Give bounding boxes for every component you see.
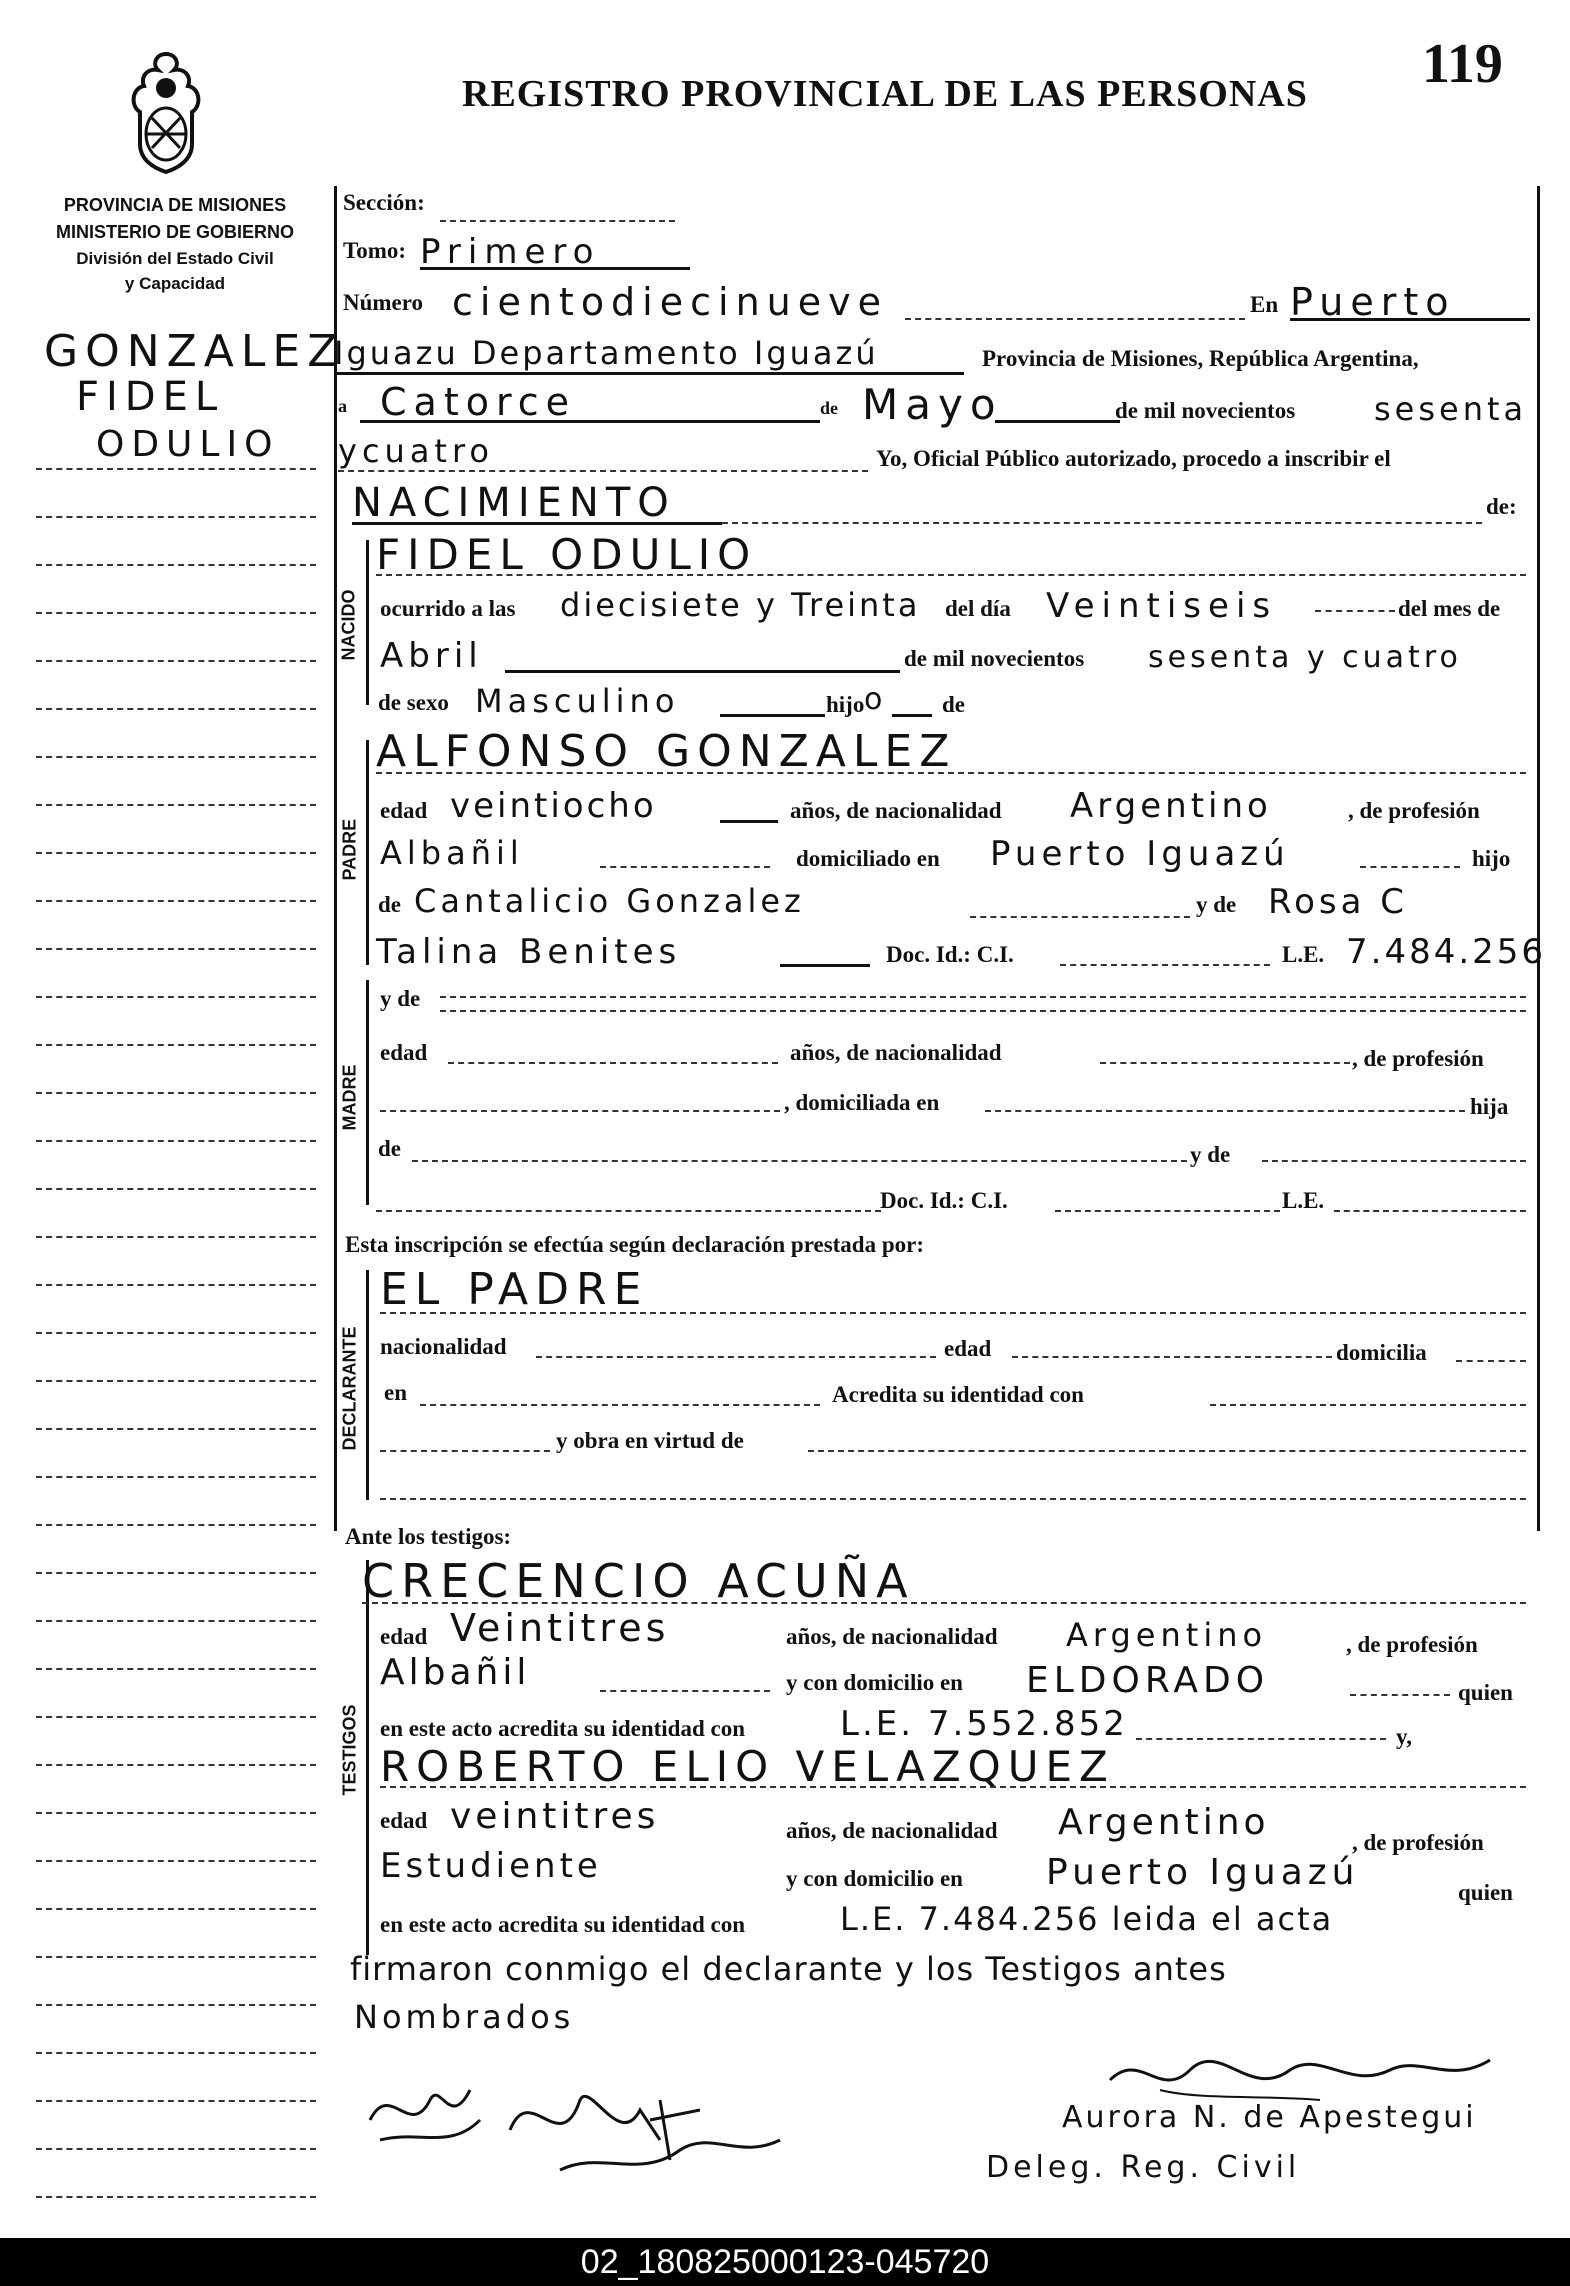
oficial-cargo: Deleg. Reg. Civil [986,2150,1301,2185]
tomo-label: Tomo: [343,238,407,263]
margin-rule [36,2004,316,2006]
margin-rule [36,996,316,998]
margin-second-name: ODULIO [96,424,280,465]
t2-doc-value: L.E. 7.484.256 leida el acta [840,1900,1334,1938]
margin-rule [36,1332,316,1334]
margin-rule [36,1092,316,1094]
edad-label: edad [380,798,428,823]
padre-edad-value: veintiocho [450,786,657,826]
margin-rule [36,516,316,518]
sexo-value: Masculino [475,682,680,720]
mil-novecientos-label: de mil novecientos [1115,398,1296,423]
margin-first-name: FIDEL [76,374,225,420]
margin-rule [36,804,316,806]
del-mes-label: del mes de [1398,596,1501,621]
y-de3-label: y de [1190,1142,1231,1167]
declarante-signature [360,2040,800,2190]
numero-label: Número [343,290,424,315]
madre-bracket [366,980,377,1205]
seccion-label: Sección: [343,190,425,215]
nombre-line [376,574,1526,576]
margin-rule [36,756,316,758]
margin-rule [36,1380,316,1382]
de-label: de [820,398,838,418]
y-de2-label: y de [380,986,421,1011]
edad5-label: edad [380,1808,428,1833]
madre-ci-line [1055,1210,1280,1212]
t2-prof-value: Estudiente [380,1846,602,1886]
margin-rule [36,1764,316,1766]
nombre-value: FIDEL ODULIO [376,530,758,579]
padre-dom-value: Puerto Iguazú [990,834,1290,874]
madre-doc-line [376,1210,881,1212]
mes-nac-line [505,670,900,673]
margin-rule [36,660,316,662]
quien2-label: quien [1458,1880,1513,1905]
de3-label: de [378,892,401,917]
margin-rule [36,1044,316,1046]
margin-rule [36,852,316,854]
padre-line [376,772,1526,774]
margin-rule [36,1476,316,1478]
sexo-line [720,714,825,717]
numero-value: cientodiecinueve [452,280,888,324]
declarante-line [380,1312,1526,1314]
anio1-value: sesenta [1374,390,1528,428]
authority-line-3: División del Estado Civil [76,249,274,268]
de-profesion3-label: , de profesión [1352,1046,1484,1071]
margin-rule [36,708,316,710]
en-label: En [1250,292,1279,317]
decl-nac-line [536,1356,936,1358]
acredita-label: Acredita su identidad con [832,1382,1084,1407]
decl-dom-line [1456,1360,1526,1362]
tomo-value: Primero [420,232,601,272]
lugar-line [334,372,964,375]
mes-nac-value: Abril [380,636,483,676]
t1-doc-value: L.E. 7.552.852 [840,1704,1128,1744]
dia-nac-line [1315,610,1395,612]
acto-line-2 [722,522,1482,524]
margin-rule [36,612,316,614]
madre-line-1a [440,996,1526,998]
de-profesion-label: , de profesión [1348,798,1480,823]
coat-of-arms-icon [118,48,214,176]
madre-line-1b [440,1010,1526,1012]
provincia-label: Provincia de Misiones, República Argentina, [982,346,1419,371]
madre-madre-line [1262,1160,1526,1162]
cierre-line-1: firmaron conmigo el declarante y los Testigos antes [350,1950,1227,1988]
padre-prof-line [600,866,770,868]
de-profesion5-label: , de profesión [1352,1830,1484,1855]
madre-label: MADRE [339,1064,360,1131]
margin-rule [36,1956,316,1958]
margin-rule [36,1860,316,1862]
decl-en-line [420,1404,820,1406]
tomo-line [420,267,690,270]
obra-label: y obra en virtud de [556,1428,744,1453]
margin-rule [36,1572,316,1574]
padre-edad-line [720,820,778,823]
en-value: Puerto [1290,280,1456,324]
declaracion-label: Esta inscripción se efectúa según declaración prestada por: [345,1232,925,1257]
decl-obra-line-b [808,1450,1526,1452]
edad3-label: edad [944,1336,992,1361]
t1-dom-value: ELDORADO [1026,1660,1270,1701]
margin-rule [36,1188,316,1190]
testigo2-line [380,1786,1526,1788]
decl-acredita-line [1210,1404,1526,1406]
decl-extra-line [380,1498,1526,1500]
madre-dom-line [985,1110,1465,1112]
con-domicilio-label: y con domicilio en [786,1670,963,1695]
file-id-footer: 02_180825000123-045720 [0,2238,1570,2286]
t1-dom-line [1350,1694,1450,1696]
edad4-label: edad [380,1624,428,1649]
declarante-bracket [366,1270,377,1500]
doc-id-label: Doc. Id.: C.I. [886,942,1014,967]
margin-rule [36,1524,316,1526]
margin-rule [36,1236,316,1238]
margin-rule [36,2196,316,2198]
t1-prof-value: Albañil [380,1652,531,1693]
t2-dom-value: Puerto Iguazú [1046,1852,1360,1893]
numero-line [905,318,1245,320]
anos-nac3-label: años, de nacionalidad [786,1624,998,1649]
testigos-label: TESTIGOS [339,1704,360,1796]
padre-label: PADRE [339,818,360,881]
declarante-value: EL PADRE [380,1264,649,1315]
margin-rule [36,2148,316,2150]
acredita-acto2-label: en este acto acredita su identidad con [380,1912,746,1937]
decl-edad-line [1012,1356,1332,1358]
authority-line-1: PROVINCIA DE MISIONES [63,195,287,215]
margin-rule [36,1908,316,1910]
margin-rule [36,1428,316,1430]
anio2-line [338,470,868,472]
padre-le-value: 7.484.256 [1346,932,1547,972]
testigo1-value: CRECENCIO ACUÑA [362,1554,915,1608]
de-mil-nov-label: de mil novecientos [904,646,1085,671]
del-dia-label: del día [945,596,1011,621]
nacido-label: NACIDO [338,589,359,661]
anos-nac2-label: años, de nacionalidad [790,1040,1002,1065]
margin-surname: GONZALEZ [44,326,345,377]
le2-label: L.E. [1282,1188,1325,1213]
margin-rule [36,564,316,566]
madre-prof-line [380,1110,780,1112]
margin-rule [36,2052,316,2054]
le-label: L.E. [1282,942,1325,967]
margin-rule [36,1812,316,1814]
anio2-value: ycuatro [338,432,494,470]
dia-value: Catorce [380,380,577,424]
oficial-name: Aurora N. de Apestegui [1062,2100,1477,2135]
margin-rule [36,1284,316,1286]
margin-rule [36,2100,316,2102]
t1-doc-line [1136,1738,1386,1740]
seccion-line [440,220,675,222]
hijo-o-value: o [864,682,890,717]
lugar-value: Iguazu Departamento Iguazú [334,334,879,372]
y-comma-label: y, [1396,1724,1412,1749]
acto-value: NACIMIENTO [352,480,676,526]
t1-prof-line [600,1690,770,1692]
padre-prof-value: Albañil [380,834,524,872]
page-number: 119 [1422,33,1503,95]
dia-nac-value: Veintiseis [1046,586,1278,626]
testigos-bracket [366,1560,377,1955]
edad2-label: edad [380,1040,428,1065]
abuelo-value: Cantalicio Gonzalez [414,882,805,920]
de-profesion4-label: , de profesión [1346,1632,1478,1657]
dia-line [360,420,820,423]
acto-line [352,522,722,525]
de-sexo-label: de sexo [378,690,449,715]
document-title: REGISTRO PROVINCIAL DE LAS PERSONAS [462,73,1308,115]
acredita-acto-label: en este acto acredita su identidad con [380,1716,746,1741]
domiciliada-label: , domiciliada en [784,1090,940,1115]
madre-nac-line [1100,1062,1350,1064]
cierre-line-2: Nombrados [354,1998,575,2036]
declarante-label: DECLARANTE [339,1326,360,1451]
de2-label: de [942,692,965,717]
hora-value: diecisiete y Treinta [560,586,921,624]
testigo1-line [362,1602,1526,1604]
margin-rule [36,1668,316,1670]
en-line [1290,318,1530,321]
ci-line [1060,964,1270,966]
margin-rule [36,1716,316,1718]
t1-edad-value: Veintitres [450,1606,670,1650]
decl-obra-line-a [380,1450,550,1452]
mes-value: Mayo [862,380,1003,429]
doc-id2-label: Doc. Id.: C.I. [880,1188,1008,1213]
margin-rule [36,1620,316,1622]
padre-nac-value: Argentino [1070,786,1272,826]
t2-nac-value: Argentino [1058,1802,1270,1843]
abuela2-value: Talina Benites [376,932,682,972]
y-de-label: y de [1196,892,1237,917]
padre-value: ALFONSO GONZALEZ [376,726,957,777]
margin-rule [36,468,316,470]
domiciliado-label: domiciliado en [796,846,940,871]
authority-block [30,192,320,296]
ante-testigos-label: Ante los testigos: [345,1524,512,1549]
domicilia-label: domicilia [1336,1340,1427,1365]
de4-label: de [378,1136,401,1161]
de-colon-label: de: [1486,494,1517,519]
t2-edad-value: veintitres [450,1796,660,1837]
abuela1-value: Rosa C [1268,882,1408,922]
margin-rule [36,1140,316,1142]
margin-rule [36,900,316,902]
madre-le-line [1334,1210,1526,1212]
padre-dom-line [1360,866,1460,868]
hija-label: hija [1470,1094,1509,1119]
abuela2-line [780,964,870,967]
quien-label: quien [1458,1680,1513,1705]
mes-line [995,420,1120,423]
hijo2-label: hijo [1472,846,1511,871]
anio-nac-value: sesenta y cuatro [1148,640,1462,675]
yo-oficial-label: Yo, Oficial Público autorizado, procedo a inscribir el [876,446,1391,471]
hijo-line [892,714,932,717]
ocurrido-label: ocurrido a las [380,596,516,621]
hijo-label: hijo [826,692,865,717]
testigo2-value: ROBERTO ELIO VELAZQUEZ [380,1742,1115,1791]
en2-label: en [384,1380,407,1405]
a-label: a [338,396,347,416]
abuelo-line [970,916,1190,918]
authority-line-2: MINISTERIO DE GOBIERNO [55,222,295,242]
t1-nac-value: Argentino [1066,1616,1268,1654]
madre-padres-line [412,1160,1187,1162]
anos-nac-label: años, de nacionalidad [790,798,1002,823]
madre-edad-line [448,1062,778,1064]
con-domicilio2-label: y con domicilio en [786,1866,963,1891]
anos-nac4-label: años, de nacionalidad [786,1818,998,1843]
authority-line-4: y Capacidad [124,274,226,293]
nacionalidad-label: nacionalidad [380,1334,507,1359]
margin-rule [36,948,316,950]
